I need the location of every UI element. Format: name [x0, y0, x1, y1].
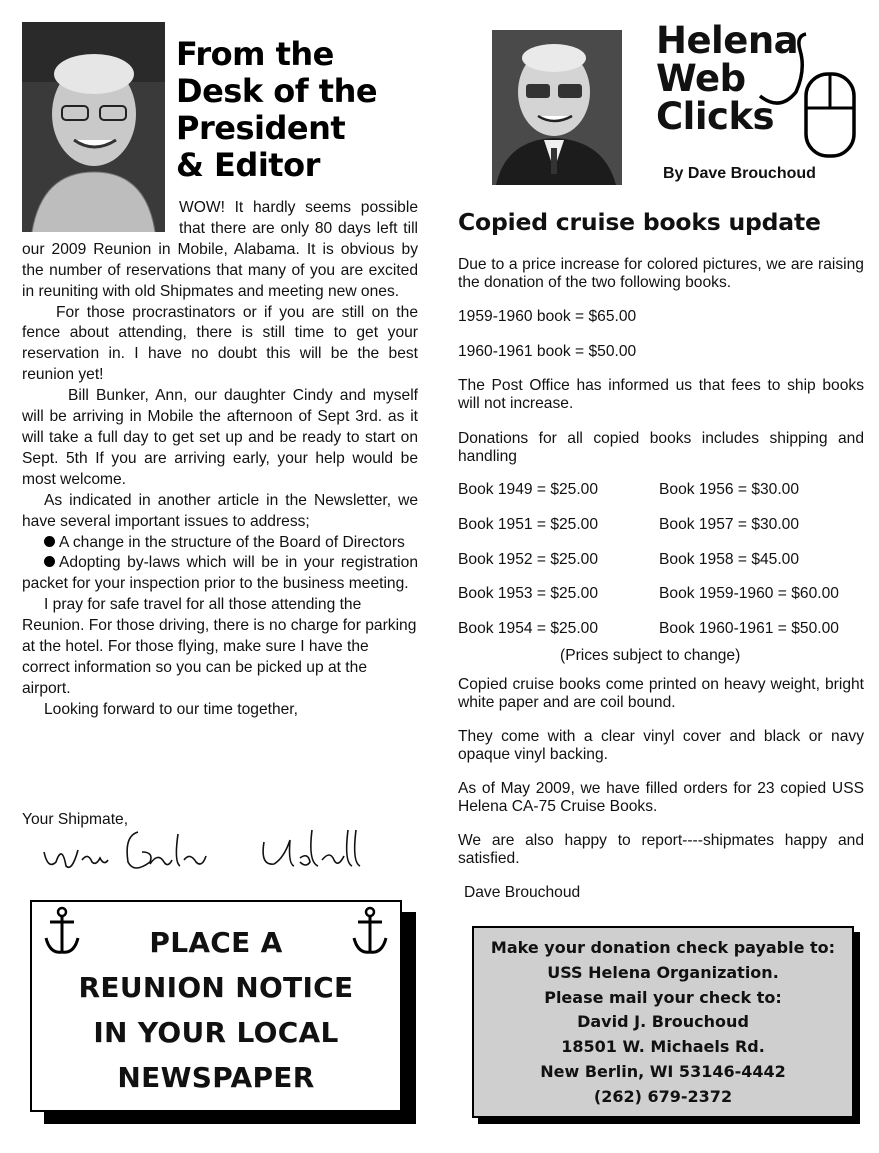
- price-item: Book 1949 = $25.00: [458, 481, 599, 498]
- letter-paragraph-1: WOW! It hardly seems possible that there are only 80 days left till our 2009 Reunion in Mobile, Alabama. It is obvious by the number of reservations that many of you are excited in reuniting with old Shipmates and meeting new ones.: [22, 199, 418, 300]
- bullet-text: A change in the structure of the Board of Directors: [59, 533, 405, 551]
- headline-line: Web: [656, 57, 746, 100]
- book-price-1959-1960: 1959-1960 book = $65.00: [458, 308, 637, 325]
- notice-line: REUNION NOTICE: [78, 971, 354, 1004]
- price-item: Book 1958 = $45.00: [659, 551, 800, 568]
- letter-bullet-2: [22, 553, 418, 595]
- letter-paragraph-4: As indicated in another article in the Newsletter, we have several important issues to address;: [22, 491, 418, 530]
- donations-note: Donations for all copied books includes shipping and handling: [458, 430, 864, 465]
- headline-line: Helena: [656, 19, 799, 62]
- closing-line: Your Shipmate,: [22, 811, 129, 828]
- letter-bullet-1: [22, 533, 418, 554]
- letter-paragraph-2: For those procrastinators or if you are still on the fence about attending, there is still time to get your reservation in. I have no doubt this will be the best reunion yet!: [22, 303, 418, 384]
- donation-line: USS Helena Organization.: [547, 962, 779, 982]
- letter-paragraph-6: Looking forward to our time together,: [44, 700, 298, 718]
- price-item: Book 1953 = $25.00: [458, 585, 599, 602]
- donation-line: Please mail your check to:: [544, 987, 782, 1007]
- author-signoff: Dave Brouchoud: [464, 884, 581, 901]
- president-headline: [176, 36, 436, 184]
- photo-spacer: [22, 198, 179, 238]
- bullet-icon: [44, 556, 55, 567]
- donation-line: New Berlin, WI 53146-4442: [540, 1061, 786, 1081]
- signature-image: [38, 822, 418, 882]
- headline-line: Clicks: [656, 95, 775, 138]
- notice-line: NEWSPAPER: [117, 1061, 315, 1094]
- headline-line: & Editor: [176, 146, 320, 184]
- section-title: Copied cruise books update: [458, 208, 821, 236]
- notice-line: IN YOUR LOCAL: [93, 1016, 339, 1049]
- reunion-notice-box: [30, 900, 402, 1112]
- intro-paragraph: Due to a price increase for colored pictures, we are raising the donation of the two following books.: [458, 256, 864, 291]
- bullet-icon: [44, 536, 55, 547]
- price-item: Book 1951 = $25.00: [458, 516, 599, 533]
- donation-line: Make your donation check payable to:: [490, 938, 836, 957]
- book-price-1960-1961: 1960-1961 book = $50.00: [458, 343, 637, 360]
- happy-paragraph: We are also happy to report----shipmates happy and satisfied.: [458, 832, 864, 867]
- vinyl-paragraph: They come with a clear vinyl cover and black or navy opaque vinyl backing.: [458, 728, 864, 763]
- byline: By Dave Brouchoud: [663, 165, 816, 182]
- price-item: Book 1956 = $30.00: [659, 481, 800, 498]
- post-office-paragraph: The Post Office has informed us that fees to ship books will not increase.: [458, 377, 864, 412]
- letter-paragraph-3: Bill Bunker, Ann, our daughter Cindy and myself will be arriving in Mobile the afternoon of Sept 3rd. as it will take a full day to get set up and be ready to start on Sept. 5th If you are arriving early, your help would be most welcome.: [22, 387, 418, 488]
- donation-line: David J. Brouchoud: [577, 1012, 749, 1032]
- donation-info-box: [472, 926, 854, 1118]
- notice-line: PLACE A: [149, 926, 283, 959]
- donation-line: 18501 W. Michaels Rd.: [561, 1037, 765, 1057]
- printed-paragraph: Copied cruise books come printed on heavy weight, bright white paper and are coil bound.: [458, 676, 864, 711]
- computer-mouse-icon: [740, 30, 858, 160]
- headline-line: Desk of the: [176, 72, 378, 110]
- headline-line: President: [176, 109, 346, 147]
- price-item: Book 1960-1961 = $50.00: [659, 620, 839, 637]
- price-item: Book 1957 = $30.00: [659, 516, 800, 533]
- orders-paragraph: As of May 2009, we have filled orders for 23 copied USS Helena CA-75 Cruise Books.: [458, 780, 864, 815]
- notice-text: [32, 920, 400, 1100]
- price-item: Book 1952 = $25.00: [458, 551, 599, 568]
- bullet-text: Adopting by-laws which will be in your registration packet for your inspection prior to the business meeting.: [22, 554, 418, 593]
- letter-body-flow: [22, 198, 418, 721]
- letter-paragraph-5: I pray for safe travel for all those attending the Reunion. For those driving, there is no charge for parking at the hotel. For those flying, make sure I have the correct information so you can be picked up at the airport.: [22, 596, 417, 697]
- author-photo: [492, 30, 622, 185]
- price-item: Book 1959-1960 = $60.00: [659, 585, 839, 602]
- author-portrait-image: [492, 30, 622, 185]
- donation-line: (262) 679-2372: [593, 1086, 733, 1106]
- headline-line: From the: [176, 35, 334, 73]
- price-item: Book 1954 = $25.00: [458, 620, 599, 637]
- prices-subject-note: (Prices subject to change): [560, 647, 741, 664]
